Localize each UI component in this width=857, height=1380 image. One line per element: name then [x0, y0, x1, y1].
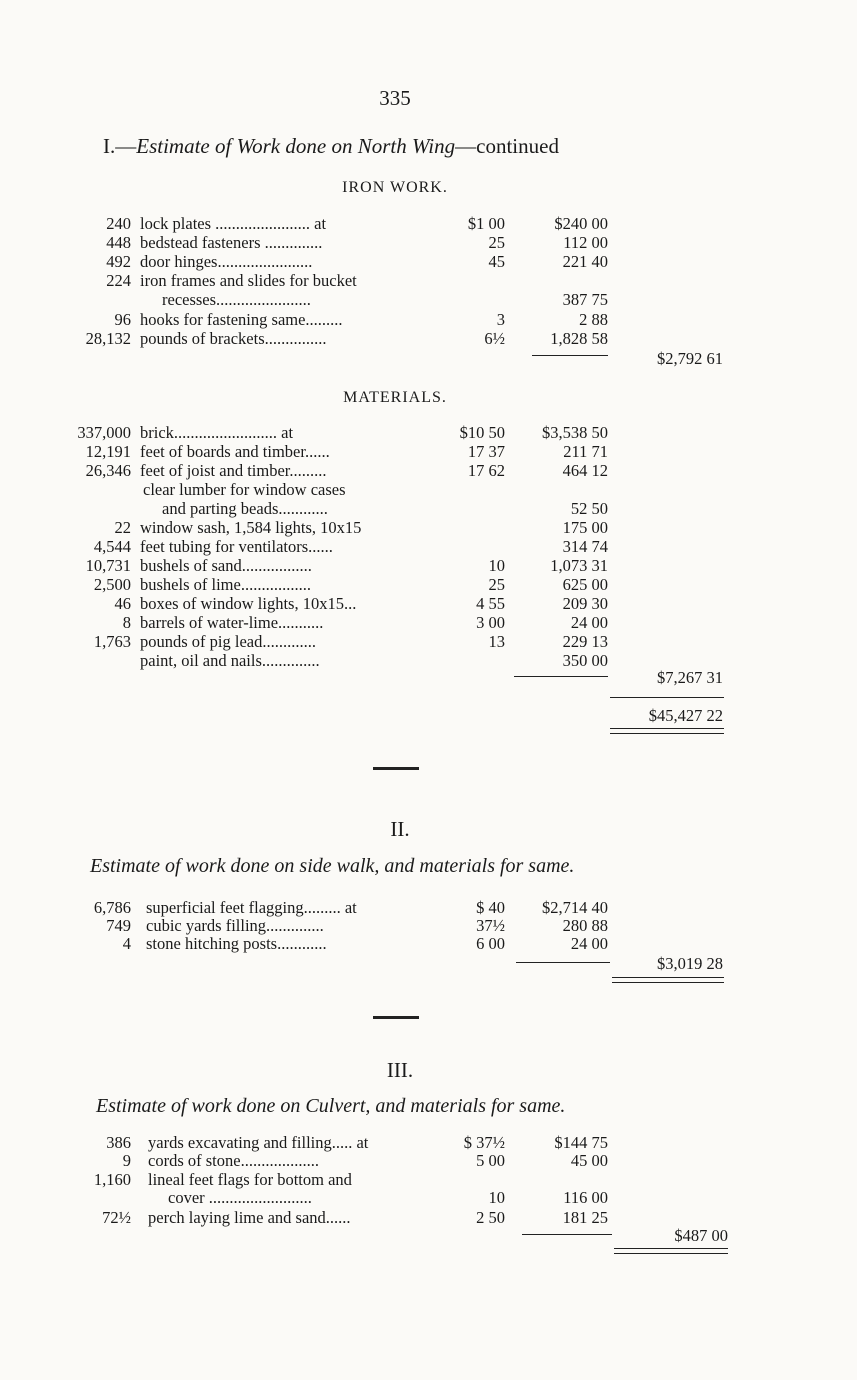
amount: 350 00	[562, 651, 608, 670]
qty: 9	[122, 1151, 131, 1170]
amount: 221 40	[562, 252, 608, 271]
table-row	[0, 594, 857, 613]
title-italic: Estimate of Work done on North Wing	[136, 134, 456, 158]
qty: 26,346	[85, 461, 131, 480]
description: clear lumber for window cases	[143, 480, 346, 499]
culvert-total-row	[0, 1226, 857, 1245]
description: hooks for fastening same.........	[140, 310, 343, 329]
rate: 13	[488, 632, 505, 651]
qty: 6,786	[93, 898, 131, 917]
amount: 181 25	[562, 1208, 608, 1227]
description: feet of boards and timber......	[140, 442, 330, 461]
table-row	[0, 233, 857, 252]
rate: $10 50	[459, 423, 505, 442]
table-row	[0, 310, 857, 329]
description: bedstead fasteners ..............	[140, 233, 323, 252]
rate: $1 00	[467, 214, 505, 233]
amount: 387 75	[562, 290, 608, 309]
description: cords of stone...................	[148, 1151, 319, 1170]
title-suffix: —continued	[455, 134, 559, 158]
table-row	[0, 916, 857, 935]
page-number: 335	[379, 86, 411, 110]
table-row	[0, 290, 857, 309]
table-row	[0, 518, 857, 537]
description: feet tubing for ventilators......	[140, 537, 333, 556]
qty: 28,132	[85, 329, 131, 348]
table-row	[0, 480, 857, 499]
table-row	[0, 1133, 857, 1152]
rate: 2 50	[476, 1208, 505, 1227]
qty: 8	[122, 613, 131, 632]
rate: 5 00	[476, 1151, 505, 1170]
rate: 6 00	[476, 934, 505, 953]
description: bushels of sand.................	[140, 556, 312, 575]
grand-total-row	[0, 706, 857, 725]
amount: 112 00	[563, 233, 608, 252]
amount: 1,073 31	[550, 556, 608, 575]
amount: 24 00	[570, 934, 608, 953]
description: iron frames and slides for bucket	[140, 271, 357, 290]
qty: 386	[106, 1133, 131, 1152]
amount: 211 71	[563, 442, 608, 461]
table-row	[0, 898, 857, 917]
culvert-double-rule	[614, 1248, 728, 1254]
sidewalk-total-row	[0, 954, 857, 973]
rate: 17 37	[467, 442, 505, 461]
materials-total: $7,267 31	[657, 668, 723, 687]
rate: 25	[488, 575, 505, 594]
table-row	[0, 329, 857, 348]
rate: 10	[488, 556, 505, 575]
amount: $2,714 40	[542, 898, 608, 917]
amount: 116 00	[563, 1188, 608, 1207]
qty: 4,544	[93, 537, 131, 556]
culvert-total: $487 00	[674, 1226, 728, 1245]
amount: 280 88	[562, 916, 608, 935]
rate: $ 37½	[463, 1133, 505, 1152]
description: lock plates ....................... at	[140, 214, 327, 233]
description: cubic yards filling..............	[146, 916, 324, 935]
iron-work-heading: IRON WORK.	[342, 179, 448, 196]
table-row	[0, 934, 857, 953]
amount: 229 13	[562, 632, 608, 651]
description: stone hitching posts............	[146, 934, 327, 953]
materials-heading: MATERIALS.	[343, 389, 447, 406]
description: brick......................... at	[140, 423, 294, 442]
grand-total: $45,427 22	[648, 706, 723, 725]
rate: 17 62	[467, 461, 505, 480]
qty: 96	[114, 310, 131, 329]
rate: 37½	[476, 916, 505, 935]
description: cover .........................	[168, 1188, 312, 1207]
amount: $144 75	[554, 1133, 608, 1152]
materials-total-row	[0, 668, 857, 687]
table-row	[0, 1188, 857, 1207]
amount: 314 74	[562, 537, 608, 556]
table-row	[0, 271, 857, 290]
section-3-subtitle: Estimate of work done on Culvert, and materials for same.	[96, 1095, 566, 1117]
qty: 2,500	[93, 575, 131, 594]
description: boxes of window lights, 10x15...	[140, 594, 357, 613]
description: and parting beads............	[162, 499, 328, 518]
description: perch laying lime and sand......	[148, 1208, 351, 1227]
qty: 4	[122, 934, 131, 953]
amount: 45 00	[570, 1151, 608, 1170]
section-2-numeral: II.	[390, 817, 410, 841]
table-row	[0, 423, 857, 442]
amount: 209 30	[562, 594, 608, 613]
table-row	[0, 252, 857, 271]
section-1-title	[103, 134, 559, 159]
section-separator	[373, 1016, 419, 1019]
description: yards excavating and filling..... at	[148, 1133, 369, 1152]
amount: 464 12	[562, 461, 608, 480]
amount: 52 50	[570, 499, 608, 518]
rate: 10	[488, 1188, 505, 1207]
qty: 240	[106, 214, 131, 233]
qty: 72½	[102, 1208, 131, 1227]
rate: 3 00	[476, 613, 505, 632]
table-row	[0, 537, 857, 556]
table-row	[0, 499, 857, 518]
description: paint, oil and nails..............	[140, 651, 320, 670]
grand-total-rule	[610, 697, 724, 698]
amount: 24 00	[570, 613, 608, 632]
rate: 25	[488, 233, 505, 252]
description: bushels of lime.................	[140, 575, 311, 594]
table-row	[0, 442, 857, 461]
amount: 1,828 58	[550, 329, 608, 348]
section-3-numeral: III.	[386, 1058, 414, 1082]
table-row	[0, 1208, 857, 1227]
amount: $240 00	[554, 214, 608, 233]
table-row	[0, 1170, 857, 1189]
description: window sash, 1,584 lights, 10x15	[140, 518, 362, 537]
amount: 625 00	[562, 575, 608, 594]
table-row	[0, 556, 857, 575]
sidewalk-double-rule	[612, 977, 724, 983]
amount: 2 88	[579, 310, 608, 329]
description: pounds of brackets...............	[140, 329, 327, 348]
rate: 45	[488, 252, 505, 271]
qty: 22	[114, 518, 131, 537]
qty: 749	[106, 916, 131, 935]
qty: 337,000	[77, 423, 131, 442]
rate: 4 55	[476, 594, 505, 613]
sidewalk-total: $3,019 28	[657, 954, 723, 973]
iron-total-row	[0, 349, 857, 368]
table-row	[0, 632, 857, 651]
table-row	[0, 1151, 857, 1170]
qty: 46	[114, 594, 131, 613]
amount: $3,538 50	[542, 423, 608, 442]
qty: 12,191	[85, 442, 131, 461]
description: barrels of water-lime...........	[140, 613, 324, 632]
qty: 1,763	[93, 632, 131, 651]
rate: 6½	[484, 329, 505, 348]
description: feet of joist and timber.........	[140, 461, 327, 480]
rate: 3	[496, 310, 505, 329]
rate: $ 40	[476, 898, 505, 917]
iron-total: $2,792 61	[657, 349, 723, 368]
table-row	[0, 613, 857, 632]
qty: 224	[106, 271, 131, 290]
table-row	[0, 575, 857, 594]
description: door hinges.......................	[140, 252, 313, 271]
qty: 492	[106, 252, 131, 271]
qty: 448	[106, 233, 131, 252]
amount: 175 00	[562, 518, 608, 537]
grand-total-double-rule	[610, 728, 724, 734]
description: lineal feet flags for bottom and	[148, 1170, 352, 1189]
description: pounds of pig lead.............	[140, 632, 316, 651]
section-2-subtitle: Estimate of work done on side walk, and materials for same.	[90, 855, 575, 877]
description: superficial feet flagging......... at	[146, 898, 357, 917]
qty: 1,160	[93, 1170, 131, 1189]
table-row	[0, 214, 857, 233]
qty: 10,731	[85, 556, 131, 575]
section-separator	[373, 767, 419, 770]
title-prefix: I.—	[103, 134, 137, 158]
description: recesses.......................	[162, 290, 311, 309]
table-row	[0, 461, 857, 480]
